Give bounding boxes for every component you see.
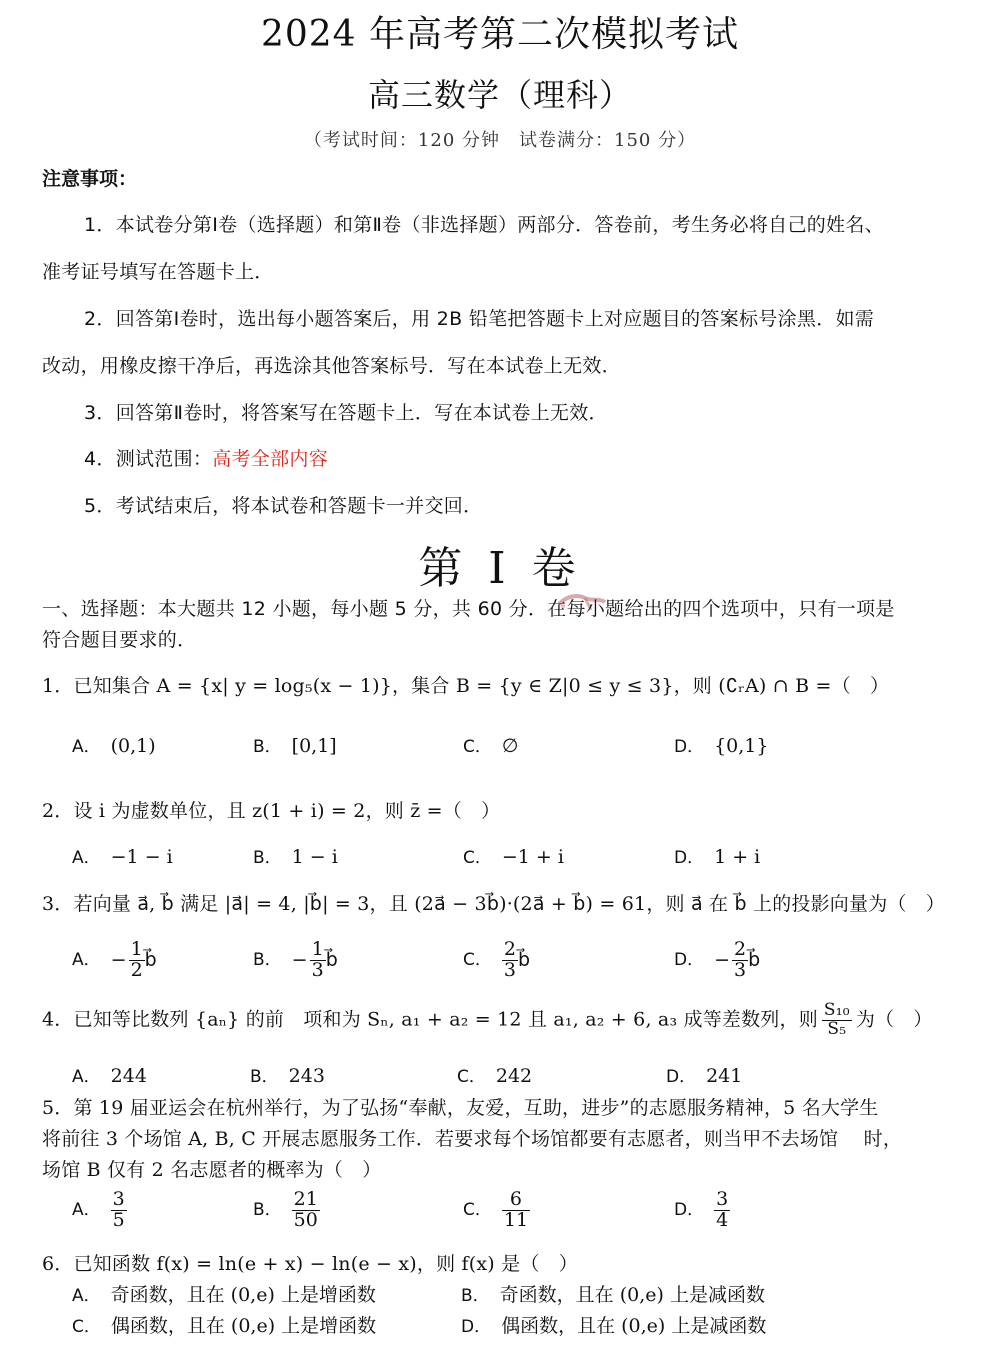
note-3: 3．回答第Ⅱ卷时，将答案写在答题卡上．写在本试卷上无效． bbox=[84, 402, 608, 424]
fraction-numerator: 6 bbox=[502, 1190, 530, 1211]
option-fraction bbox=[502, 940, 518, 981]
note-5: 5．考试结束后，将本试卷和答题卡一并交回． bbox=[84, 495, 483, 517]
note-4 bbox=[84, 444, 328, 471]
option-label: C． bbox=[457, 1067, 486, 1087]
note-1-line-2: 准考证号填写在答题卡上． bbox=[42, 261, 274, 283]
option-vector: b⃗ bbox=[325, 949, 338, 972]
question-4-option-c bbox=[457, 1062, 532, 1087]
question-5-line-2: 将前往 3 个场馆 A, B, C 开展志愿服务工作．若要求每个场馆都要有志愿者，则当甲不去场馆 时， bbox=[42, 1128, 903, 1150]
fraction-denominator: 5 bbox=[112, 1208, 125, 1231]
fraction-denominator: 50 bbox=[293, 1208, 318, 1231]
fraction-numerator: 2 bbox=[503, 938, 516, 960]
question-3-option-a bbox=[72, 940, 159, 981]
option-label: B． bbox=[253, 737, 282, 757]
option-value: 偶函数，且在 (0,e) 上是增函数 bbox=[110, 1315, 377, 1337]
question-5-line-1: 5．第 19 届亚运会在杭州举行，为了弘扬“奉献，友爱，互助，进步”的志愿服务精神，5 名大学生 bbox=[42, 1097, 879, 1119]
question-1-option-c bbox=[463, 732, 518, 757]
option-value: 1 + i bbox=[714, 846, 761, 868]
option-label: A． bbox=[72, 1067, 101, 1087]
fraction-numerator: 1 bbox=[311, 938, 324, 960]
option-label: D． bbox=[674, 848, 705, 868]
question-6-option-c bbox=[72, 1311, 376, 1338]
question-1-option-d bbox=[674, 732, 769, 757]
option-value: 242 bbox=[495, 1065, 533, 1087]
question-4-stem-b: 为（ ） bbox=[855, 1008, 933, 1031]
option-label: B． bbox=[250, 1067, 279, 1087]
question-2-stem: 2．设 i 为虚数单位，且 z(1 + i) = 2，则 z̄ =（ ） bbox=[42, 800, 501, 822]
option-sign: − bbox=[714, 949, 731, 972]
fraction-numerator: 2 bbox=[734, 938, 747, 960]
question-5-line-3: 场馆 B 仅有 2 名志愿者的概率为（ ） bbox=[42, 1159, 382, 1181]
option-value: 1 − i bbox=[291, 846, 338, 868]
option-fraction bbox=[129, 940, 145, 981]
fraction-denominator: 3 bbox=[734, 958, 747, 981]
option-fraction bbox=[292, 1190, 320, 1231]
exam-title: 2024 年高考第二次模拟考试 bbox=[260, 14, 740, 55]
note-1-line-1: 1．本试卷分第Ⅰ卷（选择题）和第Ⅱ卷（非选择题）两部分．答卷前，考生务必将自己的姓名、 bbox=[84, 214, 884, 236]
option-label: A． bbox=[72, 950, 101, 971]
question-3-stem: 3．若向量 a⃗, b⃗ 满足 |a⃗| = 4, |b⃗| = 3，且 (2a⃗ − 3b⃗)·(2a⃗ + b⃗) = 61，则 a⃗ 在 b⃗ 上的投影向量为（ ） bbox=[42, 893, 945, 915]
question-3-option-d bbox=[674, 940, 762, 981]
question-5-option-d bbox=[674, 1190, 730, 1231]
fraction-numerator: 1 bbox=[130, 938, 143, 960]
question-2-option-b bbox=[253, 843, 338, 868]
question-3-option-c bbox=[463, 940, 532, 981]
option-label: D． bbox=[674, 1200, 705, 1221]
fraction-denominator: 3 bbox=[311, 958, 324, 981]
question-2-option-a bbox=[72, 843, 173, 868]
note-4-scope: 高考全部内容 bbox=[212, 448, 329, 470]
question-2-option-d bbox=[674, 843, 760, 868]
note-4-prefix: 4．测试范围： bbox=[84, 448, 213, 470]
notes-heading: 注意事项： bbox=[42, 168, 138, 190]
question-6-option-d bbox=[461, 1311, 766, 1338]
fraction-numerator: 3 bbox=[112, 1188, 125, 1210]
fraction-numerator: S₁₀ bbox=[823, 1000, 850, 1020]
option-value: −1 − i bbox=[110, 846, 173, 868]
fraction-denominator: 11 bbox=[503, 1208, 529, 1231]
option-label: D． bbox=[666, 1067, 697, 1087]
fraction-denominator: 2 bbox=[130, 958, 143, 981]
option-value: ∅ bbox=[501, 735, 519, 757]
question-5-option-b bbox=[253, 1190, 320, 1231]
option-label: B． bbox=[253, 1200, 282, 1221]
option-fraction bbox=[502, 1190, 530, 1231]
note-2-line-1: 2．回答第Ⅰ卷时，选出每小题答案后，用 2B 铅笔把答题卡上对应题目的答案标号涂黑．如需 bbox=[84, 308, 875, 330]
option-value: [0,1] bbox=[291, 735, 337, 757]
option-label: A． bbox=[72, 1200, 101, 1221]
fraction-numerator: 21 bbox=[293, 1188, 318, 1210]
option-label: C． bbox=[463, 1200, 492, 1221]
question-1-option-b bbox=[253, 732, 337, 757]
option-value: (0,1) bbox=[110, 735, 156, 757]
section-intro-line-1: 一、选择题：本大题共 12 小题，每小题 5 分，共 60 分．在每小题给出的四个选项中，只有一项是 bbox=[42, 598, 895, 620]
question-5-option-c bbox=[463, 1190, 530, 1231]
option-value: {0,1} bbox=[714, 735, 769, 757]
fraction-denominator: 3 bbox=[503, 958, 516, 981]
option-sign: − bbox=[110, 949, 127, 972]
question-1-option-a bbox=[72, 732, 156, 757]
option-vector: b⃗ bbox=[144, 949, 157, 972]
option-label: A． bbox=[72, 848, 101, 868]
option-value: −1 + i bbox=[501, 846, 564, 868]
option-label: C． bbox=[463, 950, 492, 971]
option-sign: − bbox=[291, 949, 308, 972]
option-value: 偶函数，且在 (0,e) 上是减函数 bbox=[501, 1315, 767, 1337]
option-label: D． bbox=[674, 737, 705, 757]
option-fraction bbox=[714, 1190, 730, 1231]
section-intro-line-2: 符合题目要求的． bbox=[42, 629, 197, 651]
question-4-stem bbox=[42, 1002, 933, 1039]
question-6-option-a bbox=[72, 1280, 376, 1307]
option-label: A． bbox=[72, 1286, 101, 1306]
exam-subtitle: 高三数学（理科） bbox=[367, 76, 632, 114]
option-value: 奇函数，且在 (0,e) 上是减函数 bbox=[499, 1284, 765, 1306]
question-4-stem-a: 4．已知等比数列 {aₙ} 的前 项和为 Sₙ, a₁ + a₂ = 12 且 a₁, a₂ + 6, a₃ 成等差数列，则 bbox=[42, 1008, 818, 1031]
option-label: A． bbox=[72, 737, 101, 757]
option-label: D． bbox=[674, 950, 705, 971]
option-fraction bbox=[111, 1190, 127, 1231]
question-4-fraction bbox=[822, 1002, 852, 1039]
fraction-numerator: 3 bbox=[716, 1188, 729, 1210]
question-4-option-b bbox=[250, 1062, 325, 1087]
question-6-option-b bbox=[461, 1280, 765, 1307]
fraction-denominator: S₅ bbox=[827, 1018, 847, 1039]
question-4-option-a bbox=[72, 1062, 147, 1087]
option-label: B． bbox=[253, 950, 282, 971]
option-label: D． bbox=[461, 1317, 492, 1337]
question-5-option-a bbox=[72, 1190, 127, 1231]
fraction-denominator: 4 bbox=[716, 1208, 729, 1231]
option-value: 奇函数，且在 (0,e) 上是增函数 bbox=[110, 1284, 376, 1306]
option-value: 244 bbox=[110, 1065, 147, 1087]
question-2-option-c bbox=[463, 843, 564, 868]
volume-heading: 第 I 卷 bbox=[418, 543, 582, 594]
question-3-option-b bbox=[253, 940, 340, 981]
option-label: C． bbox=[463, 737, 492, 757]
option-vector: b⃗ bbox=[517, 949, 531, 972]
option-label: C． bbox=[72, 1317, 101, 1337]
option-label: C． bbox=[463, 848, 492, 868]
option-value: 243 bbox=[288, 1065, 325, 1087]
option-fraction bbox=[310, 940, 326, 981]
option-label: B． bbox=[253, 848, 282, 868]
option-label: B． bbox=[461, 1286, 490, 1306]
option-vector: b⃗ bbox=[748, 949, 761, 972]
question-4-option-d bbox=[666, 1062, 742, 1087]
exam-meta: （考试时间：120 分钟 试卷满分：150 分） bbox=[303, 130, 697, 151]
question-1-stem: 1．已知集合 A = {x| y = log₅(x − 1)}，集合 B = {y ∈ Z|0 ≤ y ≤ 3}，则 (∁ᵣA) ∩ B =（ ） bbox=[42, 675, 890, 697]
option-fraction bbox=[732, 940, 748, 981]
note-2-line-2: 改动，用橡皮擦干净后，再选涂其他答案标号．写在本试卷上无效． bbox=[42, 355, 622, 377]
question-6-stem: 6．已知函数 f(x) = ln(e + x) − ln(e − x)，则 f(x) 是（ ） bbox=[42, 1253, 578, 1275]
option-value: 241 bbox=[706, 1065, 743, 1087]
